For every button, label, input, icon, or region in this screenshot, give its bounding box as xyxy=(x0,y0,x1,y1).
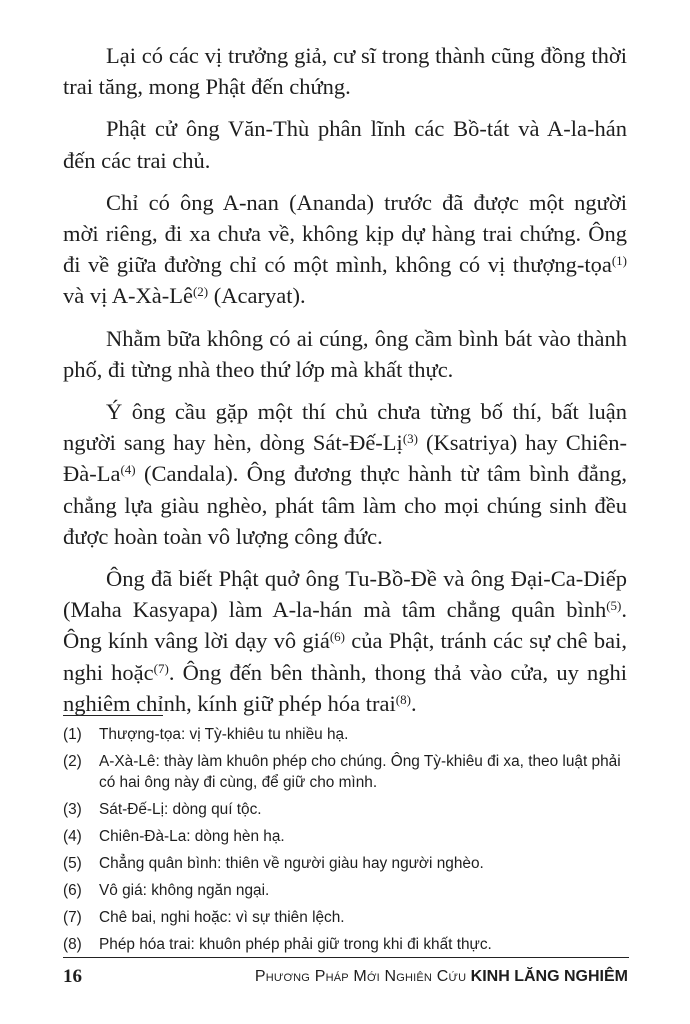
main-text xyxy=(63,40,627,730)
footnote-text: Chẳng quân bình: thiên về người giàu hay người nghèo. xyxy=(99,855,484,872)
running-head-series: Phương Pháp Mới Nghiên Cứu xyxy=(254,968,467,985)
page-number: 16 xyxy=(63,966,82,987)
footnote-item xyxy=(63,907,629,928)
footnote-text: Sát-Đế-Lị: dòng quí tộc. xyxy=(99,801,262,818)
footnote-item xyxy=(63,799,629,820)
paragraph-text: Ý ông cầu gặp một thí chủ chưa từng bố thí, bất luận người sang hay hèn, dòng Sát-Đế-Lị xyxy=(63,399,627,456)
running-head-title: KINH LĂNG NGHIÊM xyxy=(470,968,628,985)
footnote-number: (8) xyxy=(63,936,82,953)
footnote-item xyxy=(63,934,629,955)
footnote-ref: (6) xyxy=(329,629,345,645)
footnote-ref: (5) xyxy=(606,598,622,614)
footnotes-list xyxy=(63,724,629,961)
footnote-text: A-Xà-Lê: thày làm khuôn phép cho chúng. Ông Tỳ-khiêu đi xa, theo luật phải có hai ông này đi cùng, để giữ cho mình. xyxy=(99,753,621,791)
footnote-number: (6) xyxy=(63,882,82,899)
footnote-number: (3) xyxy=(63,801,82,818)
paragraph-text: Ông đã biết Phật quở ông Tu-Bồ-Đề và ông Đại-Ca-Diếp (Maha Kasyapa) làm A-la-hán mà tâm chẳng quân bình xyxy=(63,566,627,623)
footnote-number: (2) xyxy=(63,753,82,770)
paragraph xyxy=(63,563,627,719)
paragraph-text: và vị A-Xà-Lê xyxy=(63,283,193,309)
paragraph-text: Phật cử ông Văn-Thù phân lĩnh các Bồ-tát và A-la-hán đến các trai chủ. xyxy=(63,116,627,173)
paragraph-text: Nhằm bữa không có ai cúng, ông cầm bình bát vào thành phố, đi từng nhà theo thứ lớp mà khất thực. xyxy=(63,325,627,382)
paragraph xyxy=(63,113,627,175)
footnote-text: Chiên-Đà-La: dòng hèn hạ. xyxy=(99,828,285,845)
footnote-divider xyxy=(63,715,163,716)
paragraph xyxy=(63,323,627,385)
footnote-number: (1) xyxy=(63,726,82,743)
footnote-ref: (3) xyxy=(402,431,418,447)
paragraph xyxy=(63,40,627,102)
paragraph-text: . xyxy=(410,690,417,716)
paragraph-text: . Ông đến bên thành, thong thả vào cửa, uy nghi nghiêm chỉnh, kính giữ phép hóa trai xyxy=(63,659,627,716)
footnote-ref: (1) xyxy=(611,253,627,269)
footnote-text: Phép hóa trai: khuôn phép phải giữ trong khi đi khất thực. xyxy=(99,936,492,953)
footnote-ref: (7) xyxy=(153,660,169,676)
footnote-item xyxy=(63,880,629,901)
running-head xyxy=(255,966,628,988)
footnote-ref: (4) xyxy=(120,462,136,478)
paragraph-text: (Acaryat). xyxy=(208,283,306,309)
footnote-item xyxy=(63,724,629,745)
footnote-item xyxy=(63,826,629,847)
footnote-ref: (8) xyxy=(395,691,411,707)
paragraph-text: Chỉ có ông A-nan (Ananda) trước đã được một người mời riêng, đi xa chưa về, không kịp dự hàng trai chứng. Ông đi về giữa đường chỉ có một mình, không có vị thượng-tọa xyxy=(63,189,627,278)
paragraph xyxy=(63,187,627,312)
paragraph-text: Lại có các vị trưởng giả, cư sĩ trong thành cũng đồng thời trai tăng, mong Phật đến chứng. xyxy=(63,43,627,100)
footnote-text: Thượng-tọa: vị Tỳ-khiêu tu nhiều hạ. xyxy=(99,726,349,743)
footnote-number: (4) xyxy=(63,828,82,845)
footnote-item xyxy=(63,751,629,793)
footnote-text: Chê bai, nghi hoặc: vì sự thiên lệch. xyxy=(99,909,345,926)
footnote-number: (7) xyxy=(63,909,82,926)
footnote-number: (5) xyxy=(63,855,82,872)
paragraph xyxy=(63,396,627,552)
footnote-ref: (2) xyxy=(192,284,209,300)
paragraph-text: . Ông kính vâng lời dạy vô giá xyxy=(63,597,627,654)
footer-divider xyxy=(63,957,629,958)
footnote-text: Vô giá: không ngăn ngại. xyxy=(99,882,270,899)
paragraph-text: (Ksatriya) hay Chiên-Đà-La xyxy=(63,430,628,487)
footnote-item xyxy=(63,853,629,874)
paragraph-text: của Phật, tránh các sự chê bai, nghi hoặc xyxy=(63,628,627,685)
paragraph-text: (Candala). Ông đương thực hành từ tâm bình đẳng, chẳng lựa giàu nghèo, phát tâm làm cho mọi chúng sinh đều được hoàn toàn vô lượng công đức. xyxy=(63,461,627,549)
